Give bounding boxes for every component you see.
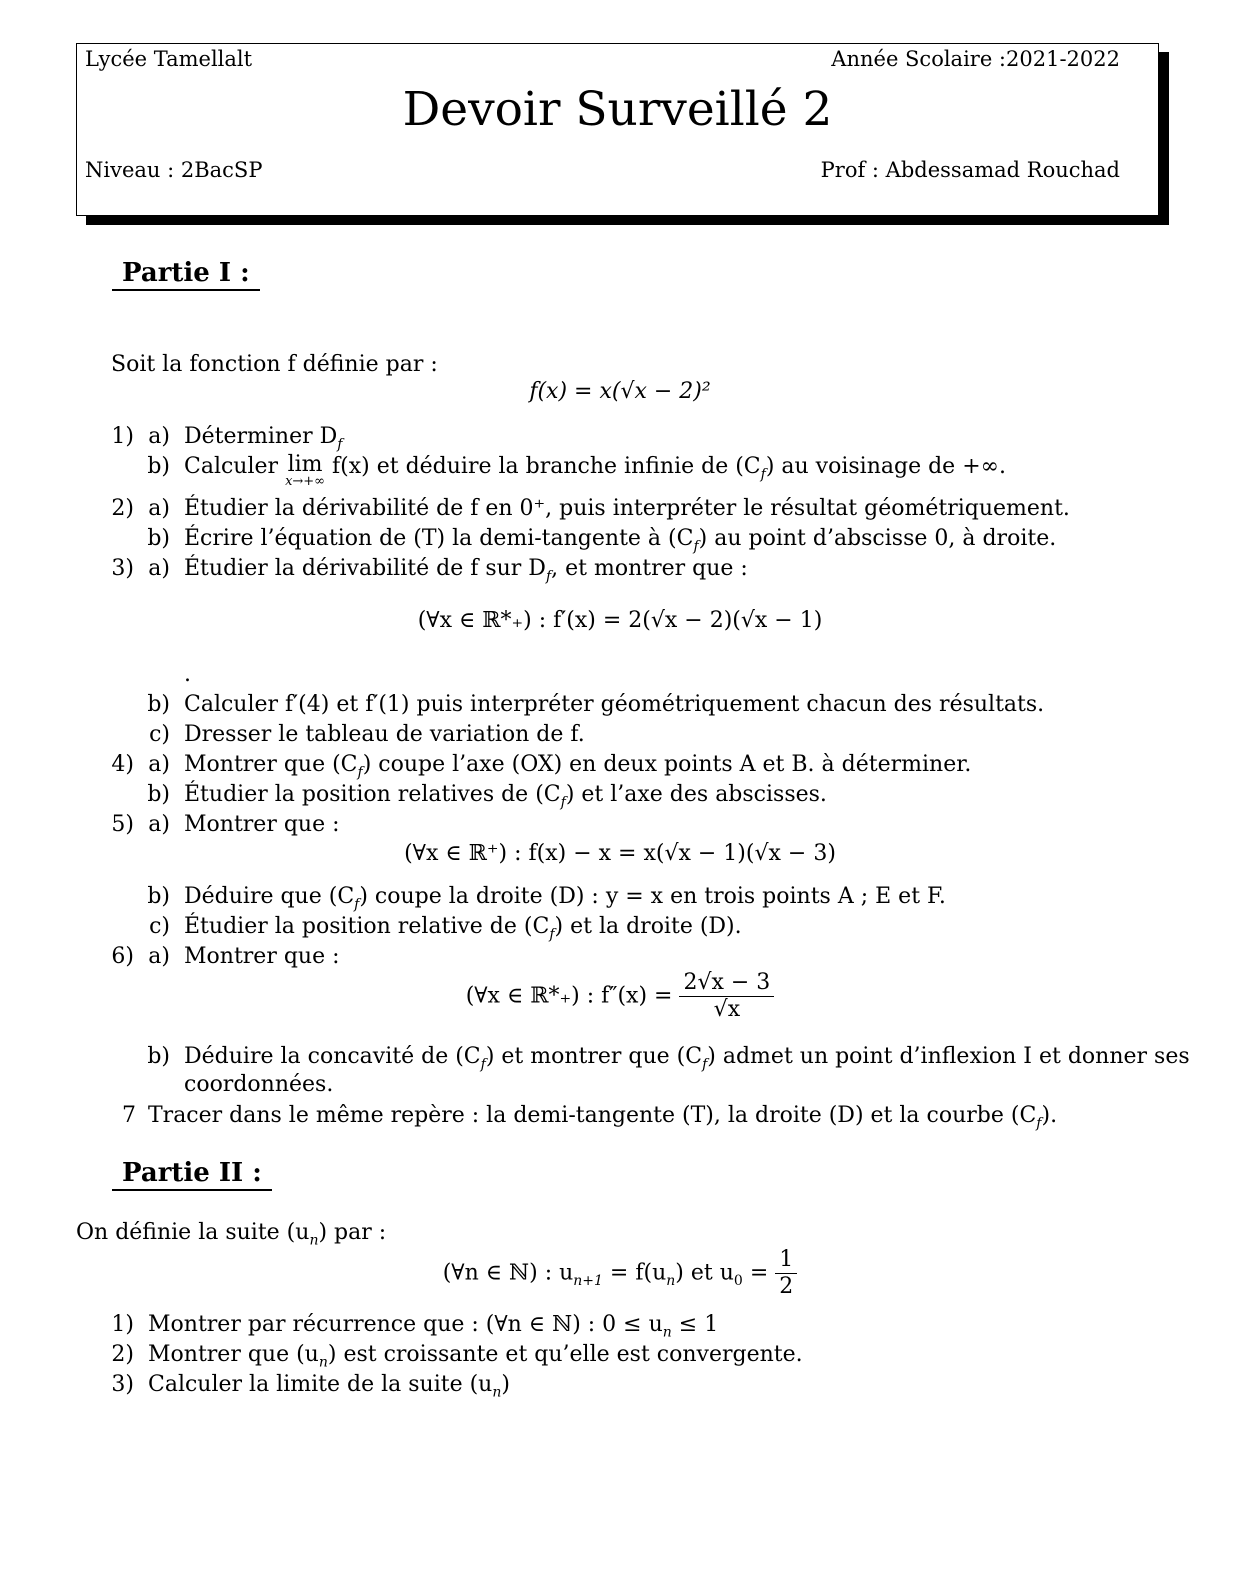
q7-text: Tracer dans le même repère : la demi-tangente (T), la droite (D) et la courbe $(C_f)$. [148,1103,1058,1132]
q6a-text: Montrer que : [184,944,340,969]
q3-number: 3) [111,556,134,581]
derivative-formula: (∀x ∈ ℝ*₊) : f′(x) = 2(√x − 2)(√x − 1) [417,608,823,633]
q6b-letter: b) [147,1044,170,1069]
part1-intro: Soit la fonction f définie par : [111,352,438,377]
q7-number: 7 [122,1103,136,1128]
teacher-name: Prof : Abdessamad Rouchad [820,158,1120,182]
q5a-text: Montrer que : [184,812,340,837]
p2-q3-number: 3) [111,1372,134,1397]
q3b-text: Calculer f′(4) et f′(1) puis interpréter géométriquement chacun des résultats. [184,692,1045,717]
q1-number: 1) [111,424,134,449]
school-year: Année Scolaire :2021-2022 [831,47,1120,71]
q6a-letter: a) [148,944,170,969]
q5b-text: Déduire que $(C_f)$ coupe la droite (D) : y = x en trois points A ; E et F. [184,884,946,913]
q2b-text: Écrire l’équation de (T) la demi-tangente à $(C_f)$ au point d’abscisse 0, à droite. [184,526,1057,555]
difference-formula: (∀x ∈ ℝ⁺) : f(x) − x = x(√x − 1)(√x − 3) [404,841,836,866]
p2-q2-number: 2) [111,1342,134,1367]
school-name: Lycée Tamellalt [85,47,253,71]
second-derivative-formula: (∀x ∈ ℝ*₊) : f″(x) = $\frac{2√x - 3}{√x}$ [0,970,1240,1023]
q3b-letter: b) [147,692,170,717]
q6-number: 6) [111,944,134,969]
q4a-letter: a) [148,752,170,777]
q1b-text: Calculer lim x→+∞ f(x) et déduire la branche infinie de $(C_f)$ au voisinage de +∞. [184,452,1006,489]
q3a-text: Étudier la dérivabilité de f sur $D_f$, et montrer que : [184,556,748,585]
q5c-text: Étudier la position relative de $(C_f)$ et la droite (D). [184,914,742,943]
q5b-letter: b) [147,884,170,909]
p2-q1-number: 1) [111,1312,134,1337]
p2-q3-text: Calculer la limite de la suite $(u_n)$ [148,1372,510,1401]
q6b-text-line1: Déduire la concavité de $(C_f)$ et montrer que $(C_f)$ admet un point d’inflexion I et donner ses [184,1044,1190,1073]
q2a-letter: a) [148,496,170,521]
q3a-letter: a) [148,556,170,581]
q2b-letter: b) [147,526,170,551]
part2-title: Partie II : [112,1158,272,1191]
q2a-text: Étudier la dérivabilité de f en 0⁺, puis interpréter le résultat géométriquement. [184,496,1070,521]
q5a-letter: a) [148,812,170,837]
p2-q1-text: Montrer par récurrence que : (∀n ∈ ℕ) : $0 \le u_n \le 1$ [148,1312,719,1341]
part1-title: Partie I : [112,258,260,291]
q3c-text: Dresser le tableau de variation de f. [184,722,585,747]
q4-number: 4) [111,752,134,777]
q2-number: 2) [111,496,134,521]
q4b-text: Étudier la position relatives de $(C_f)$ et l’axe des abscisses. [184,782,827,811]
q4a-text: Montrer que $(C_f)$ coupe l’axe (OX) en deux points A et B. à déterminer. [184,752,972,781]
header-box [76,43,1159,216]
q5c-letter: c) [149,914,170,939]
q3-dot: . [184,662,191,687]
p2-q2-text: Montrer que $(u_n)$ est croissante et qu’elle est convergente. [148,1342,803,1371]
function-definition: f(x) = x(√x − 2)² [529,379,711,404]
q4b-letter: b) [147,782,170,807]
class-level: Niveau : 2BacSP [85,158,263,182]
q1b-letter: b) [147,454,170,479]
q5-number: 5) [111,812,134,837]
q1a-text: Déterminer $D_f$ [184,424,343,453]
q1a-letter: a) [148,424,170,449]
page-title: Devoir Surveillé 2 [402,82,833,137]
part2-intro: On définie la suite $(u_n)$ par : [76,1220,387,1249]
q6b-text-line2: coordonnées. [184,1072,334,1097]
sequence-definition: (∀n ∈ ℕ) : $u_{n+1} = f(u_n)$ et $u_0$ = $\frac{1}{2}$ [0,1247,1240,1300]
q3c-letter: c) [149,722,170,747]
